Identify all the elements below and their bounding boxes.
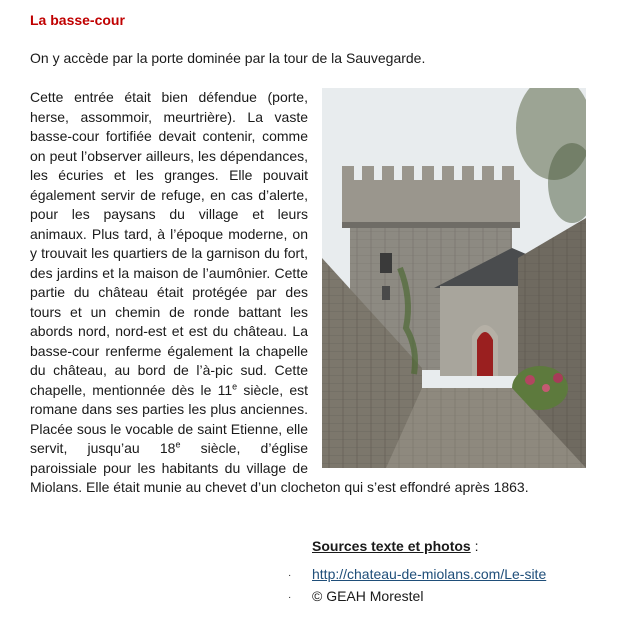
bullet: ·	[288, 569, 292, 581]
list-item	[288, 566, 546, 582]
intro-paragraph: On y accède par la porte dominée par la tour de la Sauvegarde.	[30, 50, 426, 66]
castle-tower-photo	[322, 88, 586, 468]
body-paragraph: Cette entrée était bien défendue (porte, herse, assommoir, meurtrière). La vaste basse-cour fortifiée devait contenir, comme on peut l’observer ailleurs, les dépendances, les écuries et les granges. Elle pouvait également servir de refuge, en cas d’alerte, pour les paysans du village et leurs animaux. Plus tard, à l’époque moderne, on y trouvait les quartiers de la garnison du fort, des jardins et la maison de l’aumônier. Cette partie du château était protégée par des tours et un chemin de ronde battant les abords nord, nord-est et est du château. La basse-cour renferme également la chapelle du château, au bord de l’à-pic sud. Cette chapelle, mentionnée dès le 11e siècle, est romane dans ses parties les plus anciennes. Placée sous le vocable de saint Etienne, elle servit, jusqu’au 18e siècle, d’église paroissiale pour les habitants du village de Miolans. Elle était munie au chevet d’un clocheton qui s’est effondré après 1863.	[30, 88, 586, 498]
copyright-text: © GEAH Morestel	[312, 588, 424, 604]
source-link[interactable]: http://chateau-de-miolans.com/Le-site	[312, 566, 547, 582]
sources-title: Sources texte et photos :	[312, 538, 479, 554]
list-item	[288, 588, 423, 604]
section-heading: La basse-cour	[30, 12, 125, 28]
bullet: ·	[288, 591, 292, 603]
